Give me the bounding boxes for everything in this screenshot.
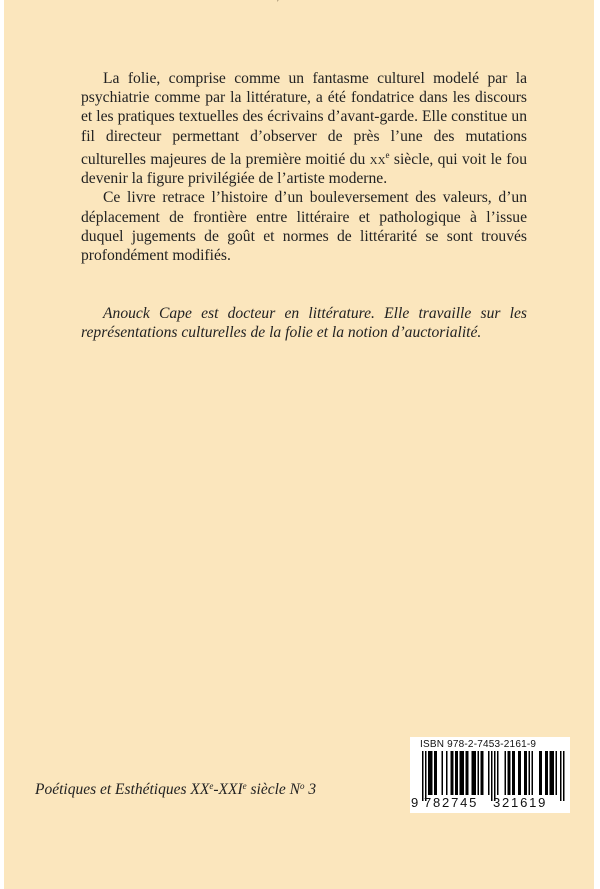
barcode-bar [526,751,528,795]
barcode-bar [488,751,490,795]
barcode-bar [472,751,474,795]
barcode-bar [514,751,516,795]
barcode-bar [508,751,510,795]
blurb-text [81,69,527,265]
barcode-bar [461,751,463,795]
series-title [35,781,316,799]
barcode-bar [491,751,493,801]
barcode-bar [425,751,427,801]
isbn-label: ISBN 978-2-7453-2161-9 [420,739,537,750]
barcode-bar [553,751,555,795]
barcode-bar [442,751,444,795]
barcode-bar [551,751,553,795]
barcode-bar [446,751,448,795]
barcode-right-digits: 321619 [493,795,548,810]
barcode-bar [431,751,433,795]
barcode-bar [509,751,511,795]
isbn-barcode [410,737,570,813]
barcode-bar [539,751,541,795]
series-part-c: siècle N [246,781,300,798]
series-part-d: 3 [304,781,317,798]
century-numeral: xx [369,151,386,168]
barcode-bar [532,751,534,795]
barcode-bar [430,751,432,795]
barcode-bar [545,751,547,795]
barcode-bar [463,751,465,795]
barcode-bar [451,751,453,795]
barcode-bar [481,751,483,795]
barcode-first-digit: 9 [411,795,419,810]
barcode-bar [550,751,552,795]
barcode-bar [482,751,484,795]
century-superscript: e [385,149,390,160]
barcode-bar [457,751,459,795]
barcode-bar [547,751,549,795]
barcode-bar [518,751,520,795]
barcode-bar [556,751,558,795]
barcode-bar [475,751,477,795]
barcode-bar [512,751,514,795]
blurb-paragraph-1-part-b: siècle, qui voit le fou devenir la figure privilégiée de l’artiste moderne. [81,151,527,188]
series-sup-2: e [242,781,247,791]
barcode-bar [497,751,499,795]
barcode-bar [478,751,480,795]
barcode-left-digits: 782745 [424,795,479,810]
barcode-bar [422,751,424,801]
barcode-digits [410,795,570,811]
barcode-bar [452,751,454,795]
barcode-bar [520,751,522,795]
barcode-bar [434,751,436,795]
series-part-b: -XXI [213,781,243,798]
back-cover [4,0,594,889]
blurb-paragraph-2: Ce livre retrace l’histoire d’un bouleversement des valeurs, d’un déplacement de frontière entre littéraire et pathologique à l’issue duquel jugements de goût et normes de littérarité se sont trouvés profondément modifiés. [81,189,527,265]
barcode-bar [467,751,469,795]
barcode-bar [460,751,462,795]
barcode-bar [524,751,526,795]
barcode-bar [494,751,496,801]
series-part-a: Poétiques et Esthétiques XX [35,781,210,798]
barcode-bar [473,751,475,795]
barcode-bar [466,751,468,795]
barcode-bar [455,751,457,795]
barcode-bar [529,751,531,795]
barcode-bar [505,751,507,795]
barcode-bar [563,751,565,801]
barcode-bar [428,751,430,795]
top-mark: ′ [277,0,280,9]
blurb-paragraph-1-part-a: La folie, comprise comme un fantasme culturel modelé par la psychiatrie comme par la littérature, a été fondatrice dans les discours et les pratiques textuelles des écrivains d’avant-garde. Elle constitue un fil directeur permettant d’observer de près l’une des mutations culturelles majeures de la première moitié du [81,70,527,168]
barcode-bar [436,751,438,795]
barcode-bar [560,751,562,801]
barcode-bar [541,751,543,795]
blurb-paragraph-1 [81,69,527,188]
series-sup-3: o [299,781,305,791]
series-sup-1: e [209,781,214,791]
author-bio: Anouck Cape est docteur en littérature. Elle travaille sur les représentations culturelles de la folie et la notion d’auctorialité. [81,305,527,342]
